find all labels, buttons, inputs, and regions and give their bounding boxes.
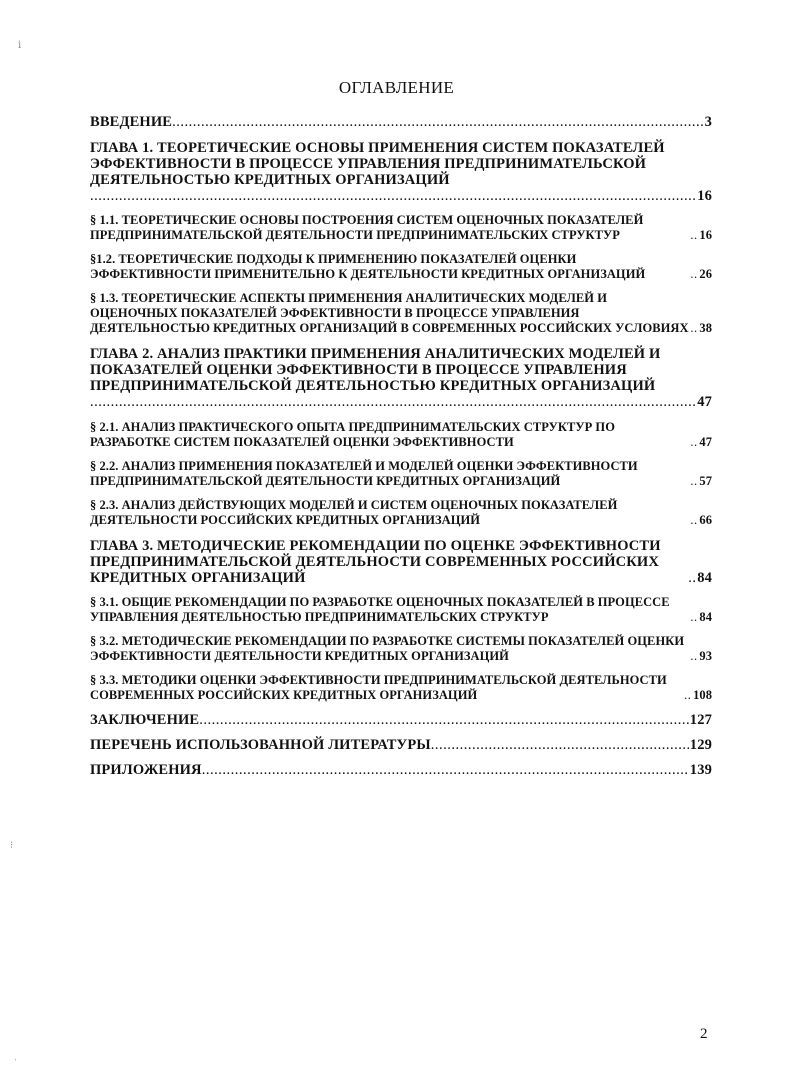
toc-entry-chapter-3[interactable]	[90, 538, 712, 586]
toc-entry-page: 16	[697, 188, 712, 204]
toc-entry-section-1-3[interactable]	[90, 291, 712, 336]
dot-leader	[90, 394, 696, 410]
toc-entry-page: 57	[699, 474, 712, 488]
dot-leader	[690, 228, 698, 243]
dot-leader	[90, 188, 696, 204]
dot-leader	[690, 321, 698, 336]
toc-entry-text: § 3.3. МЕТОДИКИ ОЦЕНКИ ЭФФЕКТИВНОСТИ ПРЕДПРИНИМАТЕЛЬСКОЙ ДЕЯТЕЛЬНОСТИ СОВРЕМЕННЫХ РОССИЙСКИХ КРЕДИТНЫХ ОРГАНИЗАЦИЙ	[90, 673, 667, 702]
dot-leader	[690, 267, 698, 282]
toc-entry-text: §1.2. ТЕОРЕТИЧЕСКИЕ ПОДХОДЫ К ПРИМЕНЕНИЮ ПОКАЗАТЕЛЕЙ ОЦЕНКИ ЭФФЕКТИВНОСТИ ПРИМЕНИТЕЛЬНО К ДЕЯТЕЛЬНОСТИ КРЕДИТНЫХ ОРГАНИЗАЦИЙ	[90, 252, 646, 281]
dot-leader	[172, 114, 704, 130]
toc-entry-section-2-3[interactable]	[90, 498, 712, 528]
toc-entry-text: ВВЕДЕНИЕ	[90, 114, 173, 130]
toc-entry-text: § 1.1. ТЕОРЕТИЧЕСКИЕ ОСНОВЫ ПОСТРОЕНИЯ СИСТЕМ ОЦЕНОЧНЫХ ПОКАЗАТЕЛЕЙ ПРЕДПРИНИМАТЕЛЬСКОЙ ДЕЯТЕЛЬНОСТИ ПРЕДПРИНИМАТЕЛЬСКИХ СТРУКТУР	[90, 213, 644, 242]
toc-entry-text: § 3.2. МЕТОДИЧЕСКИЕ РЕКОМЕНДАЦИИ ПО РАЗРАБОТКЕ СИСТЕМЫ ПОКАЗАТЕЛЕЙ ОЦЕНКИ ЭФФЕКТИВНОСТИ ДЕЯТЕЛЬНОСТИ КРЕДИТНЫХ ОРГАНИЗАЦИЙ	[90, 634, 685, 663]
toc-entry-page: 127	[689, 712, 712, 728]
page-number: 2	[700, 1026, 708, 1042]
toc-entry-text: ГЛАВА 1. ТЕОРЕТИЧЕСКИЕ ОСНОВЫ ПРИМЕНЕНИЯ СИСТЕМ ПОКАЗАТЕЛЕЙ ЭФФЕКТИВНОСТИ В ПРОЦЕССЕ УПРАВЛЕНИЯ ПРЕДПРИНИМАТЕЛЬСКОЙ ДЕЯТЕЛЬНОСТЬЮ КРЕДИТНЫХ ОРГАНИЗАЦИЙ	[90, 140, 665, 188]
scan-artifact: ⅰ	[18, 40, 22, 51]
toc-entry-page: 129	[689, 737, 712, 753]
toc-entry-section-3-3[interactable]	[90, 673, 712, 703]
toc-entry-text: ГЛАВА 2. АНАЛИЗ ПРАКТИКИ ПРИМЕНЕНИЯ АНАЛИТИЧЕСКИХ МОДЕЛЕЙ И ПОКАЗАТЕЛЕЙ ОЦЕНКИ ЭФФЕКТИВНОСТИ В ПРОЦЕССЕ УПРАВЛЕНИЯ ПРЕДПРИНИМАТЕЛЬСКОЙ ДЕЯТЕЛЬНОСТЬЮ КРЕДИТНЫХ ОРГАНИЗАЦИЙ	[90, 346, 661, 394]
toc-entry-bibliography[interactable]	[90, 737, 712, 753]
toc-entry-appendices[interactable]	[90, 762, 712, 778]
dot-leader	[690, 610, 698, 625]
toc-entry-page: 139	[689, 762, 712, 778]
toc-entry-text: ПРИЛОЖЕНИЯ	[90, 762, 202, 778]
scan-artifact: ⁝	[10, 840, 14, 851]
dot-leader	[690, 474, 698, 489]
toc-entry-introduction[interactable]	[90, 114, 712, 130]
toc-entry-text: ЗАКЛЮЧЕНИЕ	[90, 712, 200, 728]
toc-entry-section-1-2[interactable]	[90, 252, 712, 282]
dot-leader	[690, 513, 698, 528]
toc-entry-text: § 2.1. АНАЛИЗ ПРАКТИЧЕСКОГО ОПЫТА ПРЕДПРИНИМАТЕЛЬСКИХ СТРУКТУР ПО РАЗРАБОТКЕ СИСТЕМ ПОКАЗАТЕЛЕЙ ОЦЕНКИ ЭФФЕКТИВНОСТИ	[90, 420, 615, 449]
toc-entry-page: 16	[699, 228, 712, 242]
toc-entry-section-1-1[interactable]	[90, 213, 712, 243]
dot-leader	[690, 649, 698, 664]
dot-leader	[690, 435, 698, 450]
toc-entry-page: 84	[697, 570, 712, 586]
toc-entry-chapter-2[interactable]	[90, 346, 712, 410]
page-title: ОГЛАВЛЕНИЕ	[338, 78, 455, 97]
toc-entry-page: 84	[699, 610, 712, 624]
scan-artifact: ˌ	[14, 1050, 18, 1061]
toc-entry-section-2-1[interactable]	[90, 420, 712, 450]
toc-entry-page: 38	[699, 321, 712, 335]
toc-entry-page: 93	[699, 649, 712, 663]
toc-entry-page: 26	[699, 267, 712, 281]
table-of-contents	[90, 114, 712, 778]
toc-entry-chapter-1[interactable]	[90, 140, 712, 204]
toc-entry-page: 47	[697, 394, 712, 410]
dot-leader	[688, 570, 696, 586]
toc-entry-text: ГЛАВА 3. МЕТОДИЧЕСКИЕ РЕКОМЕНДАЦИИ ПО ОЦЕНКЕ ЭФФЕКТИВНОСТИ ПРЕДПРИНИМАТЕЛЬСКОЙ ДЕЯТЕЛЬНОСТИ СОВРЕМЕННЫХ РОССИЙСКИХ КРЕДИТНЫХ ОРГАНИЗАЦИЙ	[90, 538, 661, 586]
dot-leader	[202, 762, 689, 778]
dot-leader	[684, 688, 692, 703]
toc-entry-section-3-1[interactable]	[90, 595, 712, 625]
toc-entry-page: 66	[699, 513, 712, 527]
dot-leader	[199, 712, 689, 728]
toc-entry-page: 108	[693, 688, 712, 702]
toc-entry-text: ПЕРЕЧЕНЬ ИСПОЛЬЗОВАННОЙ ЛИТЕРАТУРЫ	[90, 737, 431, 753]
toc-entry-conclusion[interactable]	[90, 712, 712, 728]
toc-entry-section-2-2[interactable]	[90, 459, 712, 489]
toc-entry-text: § 3.1. ОБЩИЕ РЕКОМЕНДАЦИИ ПО РАЗРАБОТКЕ ОЦЕНОЧНЫХ ПОКАЗАТЕЛЕЙ В ПРОЦЕССЕ УПРАВЛЕНИЯ ДЕЯТЕЛЬНОСТЬЮ ПРЕДПРИНИМАТЕЛЬСКИХ СТРУКТУР	[90, 595, 670, 624]
dot-leader	[431, 737, 689, 753]
toc-entry-text: § 2.3. АНАЛИЗ ДЕЙСТВУЮЩИХ МОДЕЛЕЙ И СИСТЕМ ОЦЕНОЧНЫХ ПОКАЗАТЕЛЕЙ ДЕЯТЕЛЬНОСТИ РОССИЙСКИХ КРЕДИТНЫХ ОРГАНИЗАЦИЙ	[90, 498, 618, 527]
toc-entry-page: 47	[699, 435, 712, 449]
toc-entry-text: § 2.2. АНАЛИЗ ПРИМЕНЕНИЯ ПОКАЗАТЕЛЕЙ И МОДЕЛЕЙ ОЦЕНКИ ЭФФЕКТИВНОСТИ ПРЕДПРИНИМАТЕЛЬСКОЙ ДЕЯТЕЛЬНОСТИ КРЕДИТНЫХ ОРГАНИЗАЦИЙ	[90, 459, 638, 488]
toc-entry-page: 3	[704, 114, 712, 130]
toc-entry-text: § 1.3. ТЕОРЕТИЧЕСКИЕ АСПЕКТЫ ПРИМЕНЕНИЯ АНАЛИТИЧЕСКИХ МОДЕЛЕЙ И ОЦЕНОЧНЫХ ПОКАЗАТЕЛЕЙ ЭФФЕКТИВНОСТИ В ПРОЦЕССЕ УПРАВЛЕНИЯ ДЕЯТЕЛЬНОСТЬЮ КРЕДИТНЫХ ОРГАНИЗАЦИЙ В СОВРЕМЕННЫХ РОССИЙСКИХ УСЛОВИЯХ	[90, 291, 689, 335]
toc-entry-section-3-2[interactable]	[90, 634, 712, 664]
